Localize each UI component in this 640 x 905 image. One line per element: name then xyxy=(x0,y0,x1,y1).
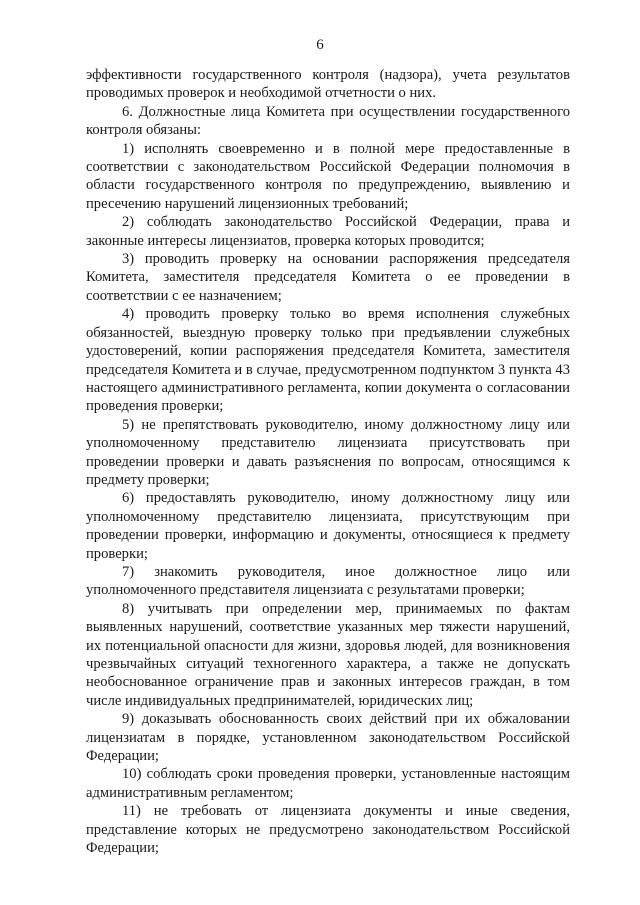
paragraph-subitem-5: 5) не препятствовать руководителю, иному должностному лицу или уполномоченному представителю лицензиата присутствовать при проведении проверки и давать разъяснения по вопросам, относящимся к предмету проверки; xyxy=(86,416,570,488)
paragraph-continuation: эффективности государственного контроля (надзора), учета результатов проводимых проверок и необходимой отчетности о них. xyxy=(86,67,570,102)
page-number: 6 xyxy=(316,37,324,53)
paragraph-subitem-2: 2) соблюдать законодательство Российской Федерации, права и законные интересы лицензиатов, проверка которых проводится; xyxy=(86,214,570,249)
paragraph-subitem-6: 6) предоставлять руководителю, иному должностному лицу или уполномоченному представителю лицензиата, присутствующим при проведении проверки, информацию и документы, относящиеся к предмету проверки; xyxy=(86,490,570,562)
paragraph-subitem-3: 3) проводить проверку на основании распоряжения председателя Комитета, заместителя председателя Комитета о ее проведении в соответствии с ее назначением; xyxy=(86,251,570,304)
paragraph-subitem-10: 10) соблюдать сроки проведения проверки, установленные настоящим административным регламентом; xyxy=(86,766,570,801)
paragraph-subitem-11: 11) не требовать от лицензиата документы и иные сведения, представление которых не предусмотрено законодательством Российской Федерации; xyxy=(86,803,570,857)
paragraph-subitem-4: 4) проводить проверку только во время исполнения служебных обязанностей, выездную проверку только при предъявлении служебных удостоверений, копии распоряжения председателя Комитета, заместителя председателя Комитета и в случае, предусмотренном подпунктом 3 пункта 43 настоящего административного регламента, копии документа о согласовании проведения проверки; xyxy=(86,306,570,415)
paragraph-subitem-7: 7) знакомить руководителя, иное должностное лицо или уполномоченного представителя лицензиата с результатами проверки; xyxy=(86,563,570,599)
paragraph-item-6: 6. Должностные лица Комитета при осуществлении государственного контроля обязаны: xyxy=(86,103,570,139)
paragraph-subitem-1: 1) исполнять своевременно и в полной мере предоставленные в соответствии с законодательством Российской Федерации полномочия в области государственного контроля по предупреждению, выявлению и пресечению нарушений лицензионных требований; xyxy=(86,140,570,212)
paragraph-subitem-9: 9) доказывать обоснованность своих действий при их обжаловании лицензиатам в порядке, установленном законодательством Российской Федерации; xyxy=(86,711,570,765)
paragraph-subitem-8: 8) учитывать при определении мер, принимаемых по фактам выявленных нарушений, соответствие указанных мер тяжести нарушений, их потенциальной опасности для жизни, здоровья людей, для возникновения чрезвычайных ситуаций техногенного характера, а также не допускать необоснованное ограничение прав и законных интересов граждан, в том числе индивидуальных предпринимателей, юридических лиц; xyxy=(86,600,570,709)
document-body xyxy=(86,66,570,857)
